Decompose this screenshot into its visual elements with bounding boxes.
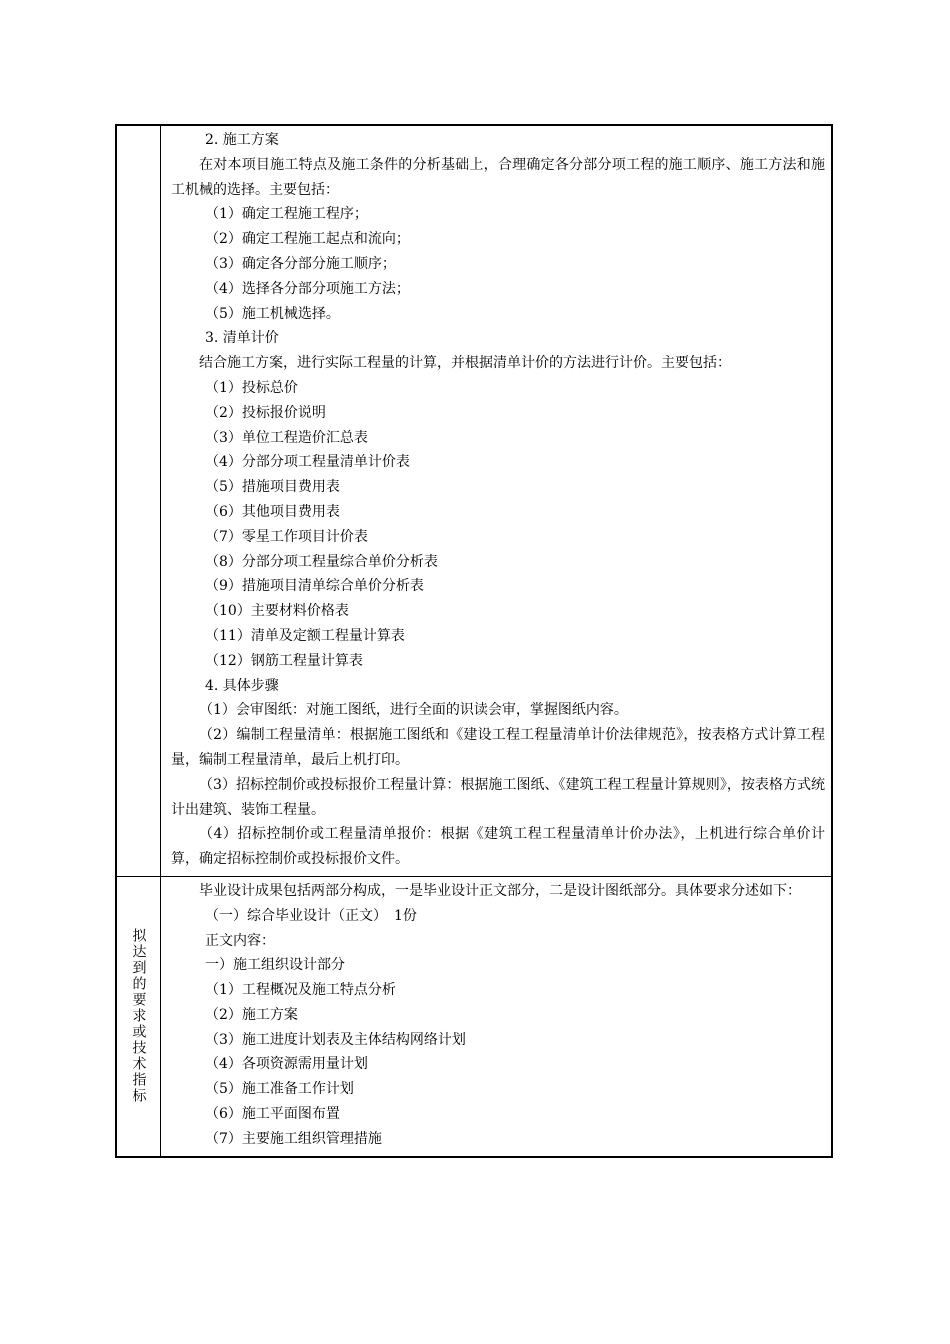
list-item: （6）其他项目费用表 (205, 503, 340, 520)
content-label: 正文内容： (205, 932, 275, 949)
list-item: （4）分部分项工程量清单计价表 (205, 454, 410, 471)
step-paragraph: （4）招标控制价或工程量清单报价：根据《建筑工程工程量清单计价办法》，上机进行综合单价计算，确定招标控制价或投标报价文件。 (171, 826, 825, 868)
list-item: （1）投标总价 (205, 379, 298, 396)
list-item: （2）施工方案 (205, 1006, 298, 1023)
form-table (115, 124, 833, 1158)
list-item: （5）施工准备工作计划 (205, 1081, 354, 1098)
heading-specific-steps: 4. 具体步骤 (205, 677, 279, 694)
step-paragraph: （3）招标控制价或投标报价工程量计算：根据施工图纸、《建筑工程工程量计算规则》，按表格方式统计出建筑、装饰工程量。 (171, 776, 825, 818)
list-item: （6）施工平面图布置 (205, 1106, 340, 1123)
list-item: （3）确定各分部分施工顺序； (205, 255, 396, 272)
section-label-cell (117, 877, 161, 1156)
section-label-cell (117, 126, 161, 876)
list-item: （3）单位工程造价汇总表 (205, 429, 368, 446)
section-construction-plan (117, 126, 831, 876)
paragraph-bill-pricing: 结合施工方案，进行实际工程量的计算，并根据清单计价的方法进行计价。主要包括： (199, 355, 731, 372)
list-item: （7）主要施工组织管理措施 (205, 1130, 382, 1147)
section-content (161, 877, 831, 1156)
list-item: （9）措施项目清单综合单价分析表 (205, 578, 424, 595)
list-item: （12）钢筋工程量计算表 (205, 652, 363, 669)
heading-construction-plan: 2. 施工方案 (205, 132, 279, 148)
list-item: （3）施工进度计划表及主体结构网络计划 (205, 1031, 466, 1048)
list-item: （5）施工机械选择。 (205, 305, 340, 322)
list-item: （1）工程概况及施工特点分析 (205, 982, 396, 999)
list-item: （5）措施项目费用表 (205, 479, 340, 496)
list-item: （4）选择各分部分项施工方法； (205, 280, 410, 297)
section-content (161, 126, 831, 876)
heading-bill-pricing: 3. 清单计价 (205, 330, 279, 347)
list-item: （8）分部分项工程量综合单价分析表 (205, 553, 438, 570)
paragraph-intro: 毕业设计成果包括两部分构成，一是毕业设计正文部分，二是设计图纸部分。具体要求分述如下： (199, 882, 801, 899)
step-paragraph: （1）会审图纸：对施工图纸，进行全面的识读会审，掌握图纸内容。 (199, 702, 628, 719)
list-item: （10）主要材料价格表 (205, 603, 349, 620)
list-item: （2）投标报价说明 (205, 404, 326, 421)
part-one-title: （一）综合毕业设计（正文） 1份 (205, 907, 417, 924)
list-item: （2）确定工程施工起点和流向； (205, 231, 410, 248)
step-paragraph: （2）编制工程量清单：根据施工图纸和《建设工程工程量清单计价法律规范》，按表格方式计算工程量，编制工程量清单，最后上机打印。 (171, 727, 825, 768)
sub-heading: 一）施工组织设计部分 (205, 957, 345, 974)
section-label-requirements: 拟达到的要求或技术指标 (130, 928, 147, 1105)
section-requirements (117, 876, 831, 1156)
paragraph-construction-plan: 在对本项目施工特点及施工条件的分析基础上，合理确定各分部分项工程的施工顺序、施工方法和施工机械的选择。主要包括： (171, 156, 825, 198)
list-item: （11）清单及定额工程量计算表 (205, 627, 405, 644)
list-item: （7）零星工作项目计价表 (205, 528, 368, 545)
list-item: （4）各项资源需用量计划 (205, 1056, 368, 1073)
list-item: （1）确定工程施工程序； (205, 206, 368, 223)
